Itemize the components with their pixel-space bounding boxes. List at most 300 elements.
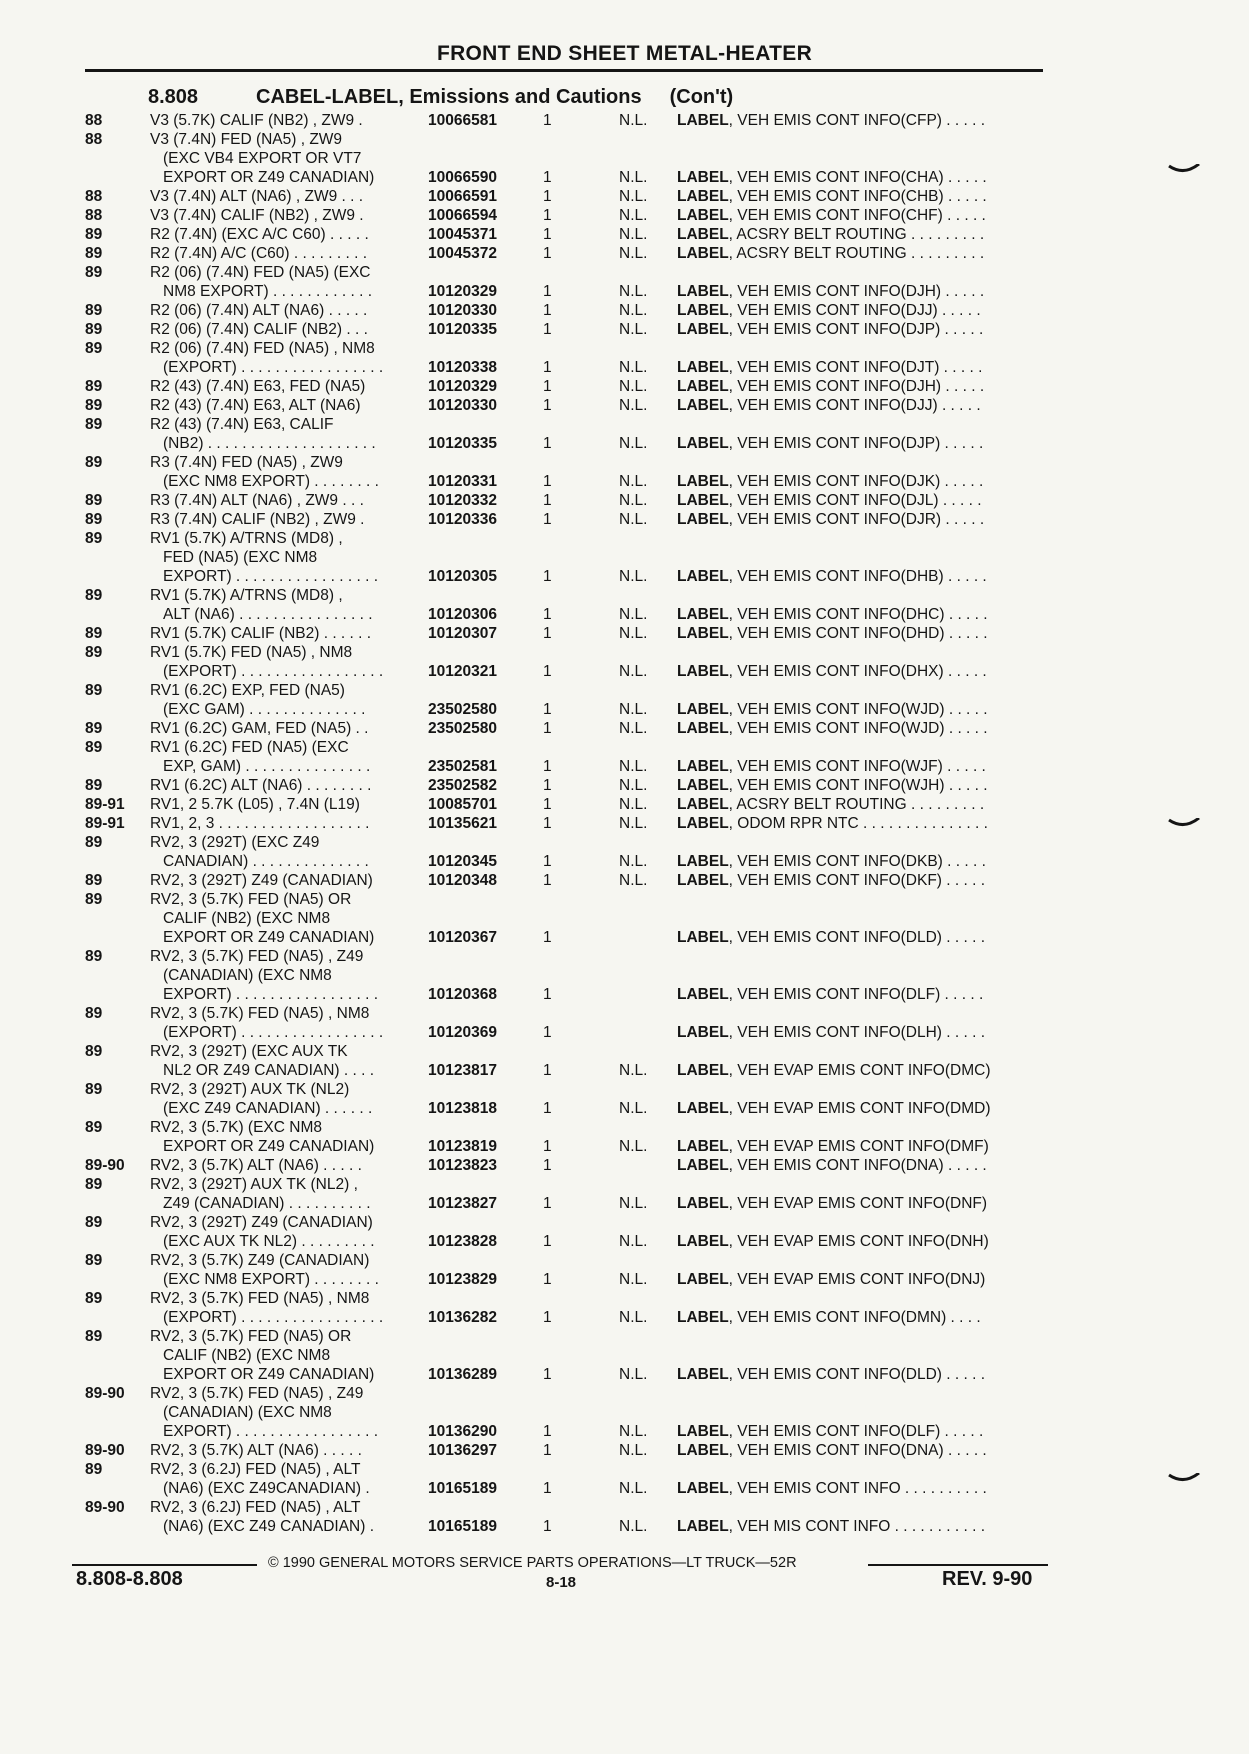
quantity: 1 xyxy=(543,302,552,319)
parts-row xyxy=(0,719,1249,738)
parts-row xyxy=(0,396,1249,415)
model-year: 89 xyxy=(85,378,103,395)
parts-row xyxy=(0,1061,1249,1080)
parts-row xyxy=(0,700,1249,719)
application-description: Z49 (CANADIAN) . . . . . . . . . . xyxy=(163,1195,371,1212)
application-description: RV1 (5.7K) A/TRNS (MD8) , xyxy=(150,587,343,604)
application-description: (EXC NM8 EXPORT) . . . . . . . . xyxy=(163,473,379,490)
application-description: RV2, 3 (5.7K) Z49 (CANADIAN) xyxy=(150,1252,370,1269)
nl-flag: N.L. xyxy=(619,872,648,889)
application-description: RV1, 2 5.7K (L05) , 7.4N (L19) xyxy=(150,796,360,813)
quantity: 1 xyxy=(543,1423,552,1440)
part-name: LABEL, VEH EMIS CONT INFO(DHC) . . . . . xyxy=(677,606,988,623)
quantity: 1 xyxy=(543,1442,552,1459)
part-number: 10123817 xyxy=(428,1062,497,1079)
application-description: NL2 OR Z49 CANADIAN) . . . . xyxy=(163,1062,375,1079)
application-description: RV2, 3 (5.7K) ALT (NA6) . . . . . xyxy=(150,1157,362,1174)
part-name: LABEL, VEH EVAP EMIS CONT INFO(DNH) xyxy=(677,1233,989,1250)
quantity: 1 xyxy=(543,207,552,224)
footer-rule-left xyxy=(72,1564,257,1566)
nl-flag: N.L. xyxy=(619,1442,648,1459)
quantity: 1 xyxy=(543,815,552,832)
application-description: (EXC Z49 CANADIAN) . . . . . . xyxy=(163,1100,373,1117)
part-number: 10120348 xyxy=(428,872,497,889)
application-description: EXPORT OR Z49 CANADIAN) xyxy=(163,929,375,946)
quantity: 1 xyxy=(543,245,552,262)
parts-row xyxy=(0,1080,1249,1099)
application-description: CANADIAN) . . . . . . . . . . . . . . xyxy=(163,853,369,870)
part-number: 10120305 xyxy=(428,568,497,585)
parts-row xyxy=(0,928,1249,947)
part-name: LABEL, VEH EMIS CONT INFO(DJH) . . . . . xyxy=(677,378,985,395)
footer-rule-right xyxy=(868,1564,1048,1566)
parts-row xyxy=(0,244,1249,263)
part-name: LABEL, VEH EMIS CONT INFO(DHD) . . . . . xyxy=(677,625,988,642)
part-name: LABEL, VEH EMIS CONT INFO . . . . . . . . . . xyxy=(677,1480,987,1497)
nl-flag: N.L. xyxy=(619,511,648,528)
parts-row xyxy=(0,1517,1249,1536)
parts-row xyxy=(0,833,1249,852)
parts-row xyxy=(0,1460,1249,1479)
application-description: RV2, 3 (292T) Z49 (CANADIAN) xyxy=(150,1214,373,1231)
parts-row xyxy=(0,795,1249,814)
nl-flag: N.L. xyxy=(619,1309,648,1326)
model-year: 89 xyxy=(85,492,103,509)
nl-flag: N.L. xyxy=(619,112,648,129)
part-name: LABEL, VEH EMIS CONT INFO(DJL) . . . . . xyxy=(677,492,982,509)
part-name: LABEL, VEH EMIS CONT INFO(DJJ) . . . . . xyxy=(677,397,981,414)
part-number: 10120335 xyxy=(428,321,497,338)
nl-flag: N.L. xyxy=(619,777,648,794)
parts-row xyxy=(0,415,1249,434)
part-name: LABEL, VEH EMIS CONT INFO(CHA) . . . . . xyxy=(677,169,987,186)
model-year: 89 xyxy=(85,1043,103,1060)
parts-row xyxy=(0,434,1249,453)
part-name: LABEL, VEH EMIS CONT INFO(DLD) . . . . . xyxy=(677,929,986,946)
parts-row xyxy=(0,529,1249,548)
part-number: 10120329 xyxy=(428,283,497,300)
quantity: 1 xyxy=(543,1309,552,1326)
nl-flag: N.L. xyxy=(619,815,648,832)
parts-row xyxy=(0,263,1249,282)
copyright-notice: © 1990 GENERAL MOTORS SERVICE PARTS OPERATIONS—LT TRUCK—52R xyxy=(268,1555,797,1571)
application-description: RV2, 3 (6.2J) FED (NA5) , ALT xyxy=(150,1499,361,1516)
model-year: 89 xyxy=(85,530,103,547)
application-description: V3 (5.7K) CALIF (NB2) , ZW9 . xyxy=(150,112,363,129)
quantity: 1 xyxy=(543,1233,552,1250)
quantity: 1 xyxy=(543,378,552,395)
model-year: 89 xyxy=(85,1290,103,1307)
parts-row xyxy=(0,776,1249,795)
part-name: LABEL, VEH EVAP EMIS CONT INFO(DNF) xyxy=(677,1195,988,1212)
part-number: 10165189 xyxy=(428,1480,497,1497)
parts-row xyxy=(0,320,1249,339)
part-name: LABEL, VEH EMIS CONT INFO(CHB) . . . . . xyxy=(677,188,987,205)
part-name: LABEL, ODOM RPR NTC . . . . . . . . . . . . . . . xyxy=(677,815,988,832)
quantity: 1 xyxy=(543,986,552,1003)
nl-flag: N.L. xyxy=(619,1062,648,1079)
part-name: LABEL, VEH EMIS CONT INFO(DJR) . . . . . xyxy=(677,511,985,528)
model-year: 89 xyxy=(85,682,103,699)
application-description: RV1 (6.2C) EXP, FED (NA5) xyxy=(150,682,345,699)
quantity: 1 xyxy=(543,473,552,490)
part-number: 10120330 xyxy=(428,302,497,319)
application-description: RV2, 3 (5.7K) FED (NA5) , Z49 xyxy=(150,1385,364,1402)
part-name: LABEL, VEH EMIS CONT INFO(DLF) . . . . . xyxy=(677,1423,984,1440)
parts-row xyxy=(0,605,1249,624)
parts-table xyxy=(0,111,1249,1536)
application-description: V3 (7.4N) ALT (NA6) , ZW9 . . . xyxy=(150,188,364,205)
application-description: RV1 (6.2C) GAM, FED (NA5) . . xyxy=(150,720,369,737)
parts-row xyxy=(0,1251,1249,1270)
quantity: 1 xyxy=(543,1195,552,1212)
parts-row xyxy=(0,1365,1249,1384)
nl-flag: N.L. xyxy=(619,758,648,775)
quantity: 1 xyxy=(543,511,552,528)
quantity: 1 xyxy=(543,720,552,737)
application-description: EXPORT) . . . . . . . . . . . . . . . . . xyxy=(163,568,379,585)
parts-row xyxy=(0,358,1249,377)
quantity: 1 xyxy=(543,321,552,338)
application-description: RV1 (6.2C) ALT (NA6) . . . . . . . . xyxy=(150,777,372,794)
parts-row xyxy=(0,1270,1249,1289)
part-name: LABEL, VEH EMIS CONT INFO(WJH) . . . . . xyxy=(677,777,988,794)
nl-flag: N.L. xyxy=(619,853,648,870)
parts-row xyxy=(0,1289,1249,1308)
nl-flag: N.L. xyxy=(619,1366,648,1383)
part-number: 10136282 xyxy=(428,1309,497,1326)
parts-row xyxy=(0,814,1249,833)
model-year: 89-91 xyxy=(85,796,125,813)
model-year: 89 xyxy=(85,644,103,661)
part-name: LABEL, VEH EMIS CONT INFO(DJP) . . . . . xyxy=(677,321,984,338)
parts-row xyxy=(0,643,1249,662)
quantity: 1 xyxy=(543,226,552,243)
page-number: 8-18 xyxy=(546,1574,577,1591)
part-name: LABEL, VEH EMIS CONT INFO(DHX) . . . . . xyxy=(677,663,987,680)
parts-row xyxy=(0,985,1249,1004)
application-description: RV2, 3 (292T) (EXC Z49 xyxy=(150,834,320,851)
binding-hole-mark xyxy=(1168,818,1200,828)
nl-flag: N.L. xyxy=(619,492,648,509)
part-number: 10123829 xyxy=(428,1271,497,1288)
model-year: 89 xyxy=(85,454,103,471)
model-year: 89 xyxy=(85,264,103,281)
quantity: 1 xyxy=(543,853,552,870)
parts-row xyxy=(0,1327,1249,1346)
part-number: 23502580 xyxy=(428,701,497,718)
parts-row xyxy=(0,1213,1249,1232)
application-description: NM8 EXPORT) . . . . . . . . . . . . xyxy=(163,283,373,300)
parts-row xyxy=(0,586,1249,605)
model-year: 89-91 xyxy=(85,815,125,832)
model-year: 89 xyxy=(85,397,103,414)
part-name: LABEL, VEH EMIS CONT INFO(CHF) . . . . . xyxy=(677,207,986,224)
parts-row xyxy=(0,472,1249,491)
nl-flag: N.L. xyxy=(619,359,648,376)
application-description: (EXPORT) . . . . . . . . . . . . . . . . . xyxy=(163,1024,384,1041)
model-year: 89 xyxy=(85,1252,103,1269)
part-name: LABEL, ACSRY BELT ROUTING . . . . . . . . . xyxy=(677,226,985,243)
quantity: 1 xyxy=(543,606,552,623)
parts-row xyxy=(0,282,1249,301)
nl-flag: N.L. xyxy=(619,207,648,224)
part-number: 10120345 xyxy=(428,853,497,870)
parts-row xyxy=(0,567,1249,586)
application-description: RV2, 3 (6.2J) FED (NA5) , ALT xyxy=(150,1461,361,1478)
parts-row xyxy=(0,1137,1249,1156)
part-name: LABEL, VEH EMIS CONT INFO(DLH) . . . . . xyxy=(677,1024,986,1041)
model-year: 89 xyxy=(85,891,103,908)
quantity: 1 xyxy=(543,188,552,205)
part-name: LABEL, VEH EMIS CONT INFO(DMN) . . . . xyxy=(677,1309,981,1326)
application-description: (NB2) . . . . . . . . . . . . . . . . . . . . xyxy=(163,435,376,452)
nl-flag: N.L. xyxy=(619,397,648,414)
parts-row xyxy=(0,1118,1249,1137)
quantity: 1 xyxy=(543,359,552,376)
application-description: FED (NA5) (EXC NM8 xyxy=(163,549,318,566)
part-name: LABEL, VEH EMIS CONT INFO(WJD) . . . . . xyxy=(677,701,988,718)
part-number: 10120367 xyxy=(428,929,497,946)
part-number: 10123819 xyxy=(428,1138,497,1155)
nl-flag: N.L. xyxy=(619,302,648,319)
part-number: 10136290 xyxy=(428,1423,497,1440)
nl-flag: N.L. xyxy=(619,1100,648,1117)
parts-row xyxy=(0,1042,1249,1061)
nl-flag: N.L. xyxy=(619,283,648,300)
application-description: RV2, 3 (292T) (EXC AUX TK xyxy=(150,1043,348,1060)
model-year: 89-90 xyxy=(85,1157,125,1174)
application-description: R2 (7.4N) A/C (C60) . . . . . . . . . xyxy=(150,245,368,262)
application-description: V3 (7.4N) CALIF (NB2) , ZW9 . xyxy=(150,207,364,224)
part-name: LABEL, VEH EMIS CONT INFO(DLF) . . . . . xyxy=(677,986,984,1003)
part-name: LABEL, VEH EMIS CONT INFO(DJT) . . . . . xyxy=(677,359,983,376)
application-description: RV1 (5.7K) FED (NA5) , NM8 xyxy=(150,644,353,661)
model-year: 89 xyxy=(85,777,103,794)
model-year: 88 xyxy=(85,112,103,129)
part-number: 10045371 xyxy=(428,226,497,243)
part-name: LABEL, VEH MIS CONT INFO . . . . . . . . . . . xyxy=(677,1518,986,1535)
title-rule xyxy=(85,69,1043,72)
parts-row xyxy=(0,225,1249,244)
parts-row xyxy=(0,871,1249,890)
model-year: 89 xyxy=(85,321,103,338)
application-description: (NA6) (EXC Z49CANADIAN) . xyxy=(163,1480,370,1497)
part-name: LABEL, VEH EMIS CONT INFO(DKF) . . . . . xyxy=(677,872,986,889)
application-description: CALIF (NB2) (EXC NM8 xyxy=(163,1347,331,1364)
model-year: 89 xyxy=(85,416,103,433)
part-name: LABEL, VEH EMIS CONT INFO(DHB) . . . . . xyxy=(677,568,987,585)
application-description: EXPORT OR Z49 CANADIAN) xyxy=(163,1366,375,1383)
nl-flag: N.L. xyxy=(619,1423,648,1440)
parts-row xyxy=(0,168,1249,187)
application-description: RV1 (6.2C) FED (NA5) (EXC xyxy=(150,739,349,756)
nl-flag: N.L. xyxy=(619,188,648,205)
parts-row xyxy=(0,548,1249,567)
nl-flag: N.L. xyxy=(619,568,648,585)
parts-row xyxy=(0,1384,1249,1403)
model-year: 89 xyxy=(85,302,103,319)
section-continued: (Con't) xyxy=(669,86,734,108)
part-name: LABEL, ACSRY BELT ROUTING . . . . . . . . . xyxy=(677,796,985,813)
quantity: 1 xyxy=(543,777,552,794)
nl-flag: N.L. xyxy=(619,435,648,452)
model-year: 89 xyxy=(85,587,103,604)
parts-row xyxy=(0,1232,1249,1251)
parts-row xyxy=(0,1422,1249,1441)
page-range: 8.808-8.808 xyxy=(76,1568,183,1590)
quantity: 1 xyxy=(543,872,552,889)
model-year: 89 xyxy=(85,1328,103,1345)
part-name: LABEL, ACSRY BELT ROUTING . . . . . . . . . xyxy=(677,245,985,262)
application-description: EXPORT OR Z49 CANADIAN) xyxy=(163,1138,375,1155)
nl-flag: N.L. xyxy=(619,321,648,338)
parts-row xyxy=(0,909,1249,928)
part-number: 10066591 xyxy=(428,188,497,205)
model-year: 89 xyxy=(85,720,103,737)
quantity: 1 xyxy=(543,929,552,946)
model-year: 89 xyxy=(85,1119,103,1136)
part-number: 10066590 xyxy=(428,169,497,186)
model-year: 89 xyxy=(85,511,103,528)
parts-row xyxy=(0,453,1249,472)
parts-row xyxy=(0,111,1249,130)
application-description: EXPORT) . . . . . . . . . . . . . . . . . xyxy=(163,986,379,1003)
model-year: 89 xyxy=(85,625,103,642)
part-number: 10045372 xyxy=(428,245,497,262)
parts-row xyxy=(0,1403,1249,1422)
nl-flag: N.L. xyxy=(619,625,648,642)
nl-flag: N.L. xyxy=(619,378,648,395)
quantity: 1 xyxy=(543,1100,552,1117)
parts-row xyxy=(0,1099,1249,1118)
application-description: (EXC GAM) . . . . . . . . . . . . . . xyxy=(163,701,366,718)
application-description: R2 (43) (7.4N) E63, FED (NA5) xyxy=(150,378,366,395)
quantity: 1 xyxy=(543,1024,552,1041)
application-description: EXP, GAM) . . . . . . . . . . . . . . . xyxy=(163,758,371,775)
model-year: 89 xyxy=(85,834,103,851)
model-year: 89 xyxy=(85,1461,103,1478)
nl-flag: N.L. xyxy=(619,1195,648,1212)
model-year: 89 xyxy=(85,226,103,243)
parts-row xyxy=(0,187,1249,206)
nl-flag: N.L. xyxy=(619,701,648,718)
application-description: EXPORT) . . . . . . . . . . . . . . . . . xyxy=(163,1423,379,1440)
model-year: 88 xyxy=(85,207,103,224)
parts-row xyxy=(0,149,1249,168)
parts-row xyxy=(0,491,1249,510)
application-description: RV2, 3 (292T) AUX TK (NL2) xyxy=(150,1081,350,1098)
model-year: 89 xyxy=(85,245,103,262)
part-name: LABEL, VEH EMIS CONT INFO(DJK) . . . . . xyxy=(677,473,984,490)
page-title: FRONT END SHEET METAL-HEATER xyxy=(436,42,813,65)
nl-flag: N.L. xyxy=(619,473,648,490)
part-name: LABEL, VEH EMIS CONT INFO(DNA) . . . . . xyxy=(677,1157,987,1174)
quantity: 1 xyxy=(543,568,552,585)
part-number: 10120321 xyxy=(428,663,497,680)
nl-flag: N.L. xyxy=(619,796,648,813)
application-description: (EXC AUX TK NL2) . . . . . . . . . xyxy=(163,1233,375,1250)
parts-row xyxy=(0,1156,1249,1175)
application-description: (NA6) (EXC Z49 CANADIAN) . xyxy=(163,1518,375,1535)
application-description: RV2, 3 (292T) Z49 (CANADIAN) xyxy=(150,872,373,889)
application-description: R2 (06) (7.4N) ALT (NA6) . . . . . xyxy=(150,302,368,319)
application-description: RV2, 3 (5.7K) ALT (NA6) . . . . . xyxy=(150,1442,362,1459)
nl-flag: N.L. xyxy=(619,245,648,262)
application-description: RV2, 3 (5.7K) FED (NA5) , NM8 xyxy=(150,1290,370,1307)
application-description: R2 (06) (7.4N) FED (NA5) (EXC xyxy=(150,264,371,281)
part-number: 10120332 xyxy=(428,492,497,509)
parts-row xyxy=(0,1441,1249,1460)
application-description: RV2, 3 (5.7K) FED (NA5) OR xyxy=(150,891,352,908)
part-number: 10135621 xyxy=(428,815,497,832)
quantity: 1 xyxy=(543,1271,552,1288)
application-description: EXPORT OR Z49 CANADIAN) xyxy=(163,169,375,186)
part-number: 10120338 xyxy=(428,359,497,376)
parts-row xyxy=(0,1023,1249,1042)
model-year: 88 xyxy=(85,131,103,148)
application-description: R2 (43) (7.4N) E63, CALIF xyxy=(150,416,334,433)
application-description: (EXPORT) . . . . . . . . . . . . . . . . . xyxy=(163,359,384,376)
part-number: 23502582 xyxy=(428,777,497,794)
model-year: 89-90 xyxy=(85,1499,125,1516)
application-description: (EXC VB4 EXPORT OR VT7 xyxy=(163,150,362,167)
parts-row xyxy=(0,947,1249,966)
part-name: LABEL, VEH EVAP EMIS CONT INFO(DMF) xyxy=(677,1138,989,1155)
part-name: LABEL, VEH EMIS CONT INFO(CFP) . . . . . xyxy=(677,112,986,129)
part-number: 10085701 xyxy=(428,796,497,813)
quantity: 1 xyxy=(543,1138,552,1155)
parts-row xyxy=(0,1004,1249,1023)
part-number: 10123818 xyxy=(428,1100,497,1117)
nl-flag: N.L. xyxy=(619,226,648,243)
part-number: 10120369 xyxy=(428,1024,497,1041)
part-name: LABEL, VEH EMIS CONT INFO(WJD) . . . . . xyxy=(677,720,988,737)
application-description: ALT (NA6) . . . . . . . . . . . . . . . . xyxy=(163,606,373,623)
part-number: 10136289 xyxy=(428,1366,497,1383)
quantity: 1 xyxy=(543,435,552,452)
application-description: R2 (43) (7.4N) E63, ALT (NA6) xyxy=(150,397,361,414)
binding-hole-mark xyxy=(1168,164,1200,174)
application-description: RV2, 3 (5.7K) FED (NA5) , NM8 xyxy=(150,1005,370,1022)
model-year: 89-90 xyxy=(85,1442,125,1459)
quantity: 1 xyxy=(543,758,552,775)
quantity: 1 xyxy=(543,796,552,813)
section-heading xyxy=(148,86,733,109)
model-year: 89 xyxy=(85,948,103,965)
revision-label: REV. 9-90 xyxy=(942,1568,1033,1590)
parts-row xyxy=(0,624,1249,643)
application-description: R2 (06) (7.4N) FED (NA5) , NM8 xyxy=(150,340,375,357)
application-description: (CANADIAN) (EXC NM8 xyxy=(163,1404,332,1421)
model-year: 89 xyxy=(85,872,103,889)
application-description: (EXPORT) . . . . . . . . . . . . . . . . . xyxy=(163,1309,384,1326)
model-year: 89 xyxy=(85,1005,103,1022)
parts-row xyxy=(0,206,1249,225)
parts-row xyxy=(0,1194,1249,1213)
model-year: 89 xyxy=(85,340,103,357)
parts-row xyxy=(0,890,1249,909)
part-number: 10120306 xyxy=(428,606,497,623)
part-number: 10120368 xyxy=(428,986,497,1003)
model-year: 89-90 xyxy=(85,1385,125,1402)
quantity: 1 xyxy=(543,169,552,186)
model-year: 89 xyxy=(85,1176,103,1193)
application-description: RV1 (5.7K) CALIF (NB2) . . . . . . xyxy=(150,625,372,642)
application-description: R3 (7.4N) CALIF (NB2) , ZW9 . xyxy=(150,511,365,528)
application-description: R3 (7.4N) FED (NA5) , ZW9 xyxy=(150,454,343,471)
quantity: 1 xyxy=(543,1157,552,1174)
